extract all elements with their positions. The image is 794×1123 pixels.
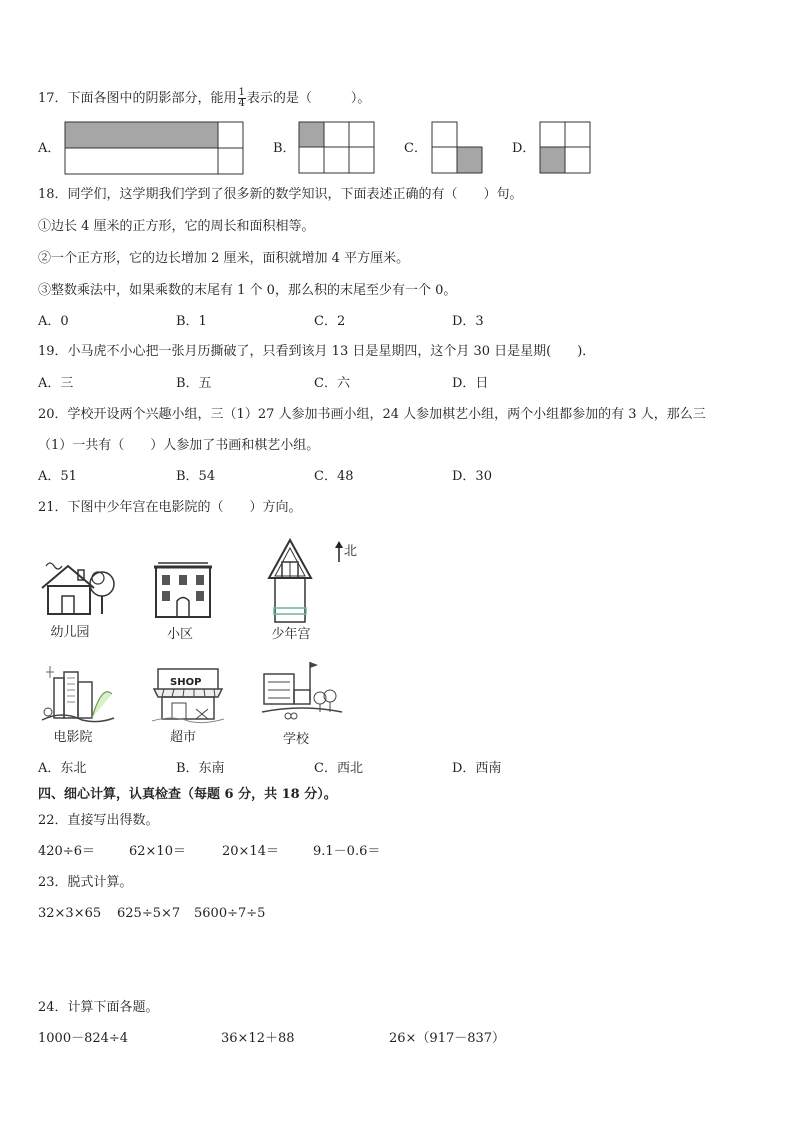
q17-option-a[interactable]: A． — [38, 141, 61, 156]
section-4-heading: 四、细心计算，认真检查（每题 6 分，共 18 分）。 — [38, 787, 337, 802]
fraction-one-quarter — [238, 88, 246, 109]
q22-item-1: 420÷6＝ — [38, 844, 95, 859]
figure-b-cell — [349, 122, 374, 147]
q17-stem — [38, 88, 370, 109]
q17-figure-d — [540, 122, 590, 173]
place-label-kindergarten: 幼儿园 — [50, 625, 90, 640]
q18-option-c[interactable]: C．2 — [314, 314, 346, 329]
q21-option-d[interactable]: D．西南 — [452, 761, 502, 776]
figure-b-cell — [324, 122, 349, 147]
q17-figure-b — [299, 122, 374, 173]
youth-palace-icon — [265, 538, 315, 624]
q19-option-d[interactable]: D．日 — [452, 376, 489, 391]
figure-b-cell — [324, 147, 349, 173]
q24-item-1: 1000－824÷4 — [38, 1031, 129, 1046]
q20-option-b[interactable]: B．54 — [176, 469, 216, 484]
fraction-numerator: 1 — [238, 87, 245, 98]
q20-stem-line-2: （1）一共有（ ）人参加了书画和棋艺小组。 — [38, 438, 320, 453]
supermarket-shop-icon — [152, 661, 224, 723]
q17-option-c[interactable]: C． — [404, 141, 427, 156]
q20-stem-line-1: 20．学校开设两个兴趣小组，三（1）27 人参加书画小组，24 人参加棋艺小组，两个小组都参加的有 3 人，那么三 — [38, 407, 706, 422]
q22-item-4: 9.1－0.6＝ — [313, 844, 381, 859]
place-label-residential: 小区 — [166, 627, 193, 642]
q19-option-c[interactable]: C．六 — [314, 376, 350, 391]
place-label-youth-palace: 少年宫 — [271, 627, 311, 642]
q20-option-a[interactable]: A．51 — [38, 469, 77, 484]
q22-stem: 22．直接写出得数。 — [38, 813, 159, 828]
place-label-cinema: 电影院 — [53, 730, 93, 745]
q21-option-c[interactable]: C．西北 — [314, 761, 363, 776]
q17-figure-c — [432, 122, 482, 173]
q21-option-a[interactable]: A．东北 — [38, 761, 87, 776]
q18-option-b[interactable]: B．1 — [176, 314, 207, 329]
q17-option-b[interactable]: B． — [273, 141, 296, 156]
figure-d-cell — [540, 122, 565, 147]
figure-d-shaded-cell — [540, 147, 565, 173]
q17-option-d[interactable]: D． — [512, 141, 536, 156]
q23-item-1: 32×3×65 — [38, 906, 102, 921]
figure-a-shaded-cell — [65, 122, 218, 148]
figure-c-cell — [432, 122, 457, 147]
north-arrow-icon — [334, 540, 344, 564]
q19-option-a[interactable]: A．三 — [38, 376, 74, 391]
place-label-school: 学校 — [282, 732, 309, 747]
q20-option-d[interactable]: D．30 — [452, 469, 492, 484]
figure-d-cell — [565, 122, 590, 147]
cinema-building-icon — [42, 664, 114, 724]
q18-statement-2: ②一个正方形，它的边长增加 2 厘米，面积就增加 4 平方厘米。 — [38, 251, 410, 266]
figure-d-cell — [565, 147, 590, 173]
north-label: 北 — [344, 544, 358, 559]
q22-item-3: 20×14＝ — [222, 844, 279, 859]
q18-statement-3: ③整数乘法中，如果乘数的末尾有 1 个 0，那么积的末尾至少有一个 0。 — [38, 283, 457, 298]
school-building-icon — [262, 660, 342, 724]
figure-b-shaded-cell — [299, 122, 324, 147]
figure-c-cell — [432, 147, 457, 173]
q20-option-c[interactable]: C．48 — [314, 469, 354, 484]
residential-building-icon — [154, 561, 212, 617]
q23-stem: 23．脱式计算。 — [38, 875, 133, 890]
q19-option-b[interactable]: B．五 — [176, 376, 212, 391]
kindergarten-icon — [38, 556, 118, 618]
q24-item-2: 36×12＋88 — [221, 1031, 295, 1046]
q22-item-2: 62×10＝ — [129, 844, 186, 859]
figure-a-cell — [65, 148, 218, 174]
figure-b-cell — [349, 147, 374, 173]
place-label-supermarket: 超市 — [169, 730, 196, 745]
q19-stem: 19．小马虎不小心把一张月历撕破了，只看到该月 13 日是星期四，这个月 30 日是星期( )． — [38, 344, 596, 359]
shop-sign-text: SHOP — [170, 677, 202, 688]
q17-text-before: 17．下面各图中的阴影部分，能用 — [38, 91, 237, 106]
q18-statement-1: ①边长 4 厘米的正方形，它的周长和面积相等。 — [38, 219, 315, 234]
q21-stem: 21．下图中少年宫在电影院的（ ）方向。 — [38, 500, 302, 515]
q18-option-a[interactable]: A．0 — [38, 314, 69, 329]
q17-figure-a — [65, 122, 243, 174]
q24-stem: 24．计算下面各题。 — [38, 1000, 159, 1015]
figure-a-cell — [218, 122, 243, 148]
q23-item-3: 5600÷7÷5 — [194, 906, 266, 921]
q23-item-2: 625÷5×7 — [117, 906, 181, 921]
q17-text-after: 表示的是（ ）。 — [246, 91, 371, 106]
q18-option-d[interactable]: D．3 — [452, 314, 484, 329]
fraction-denominator: 4 — [238, 98, 245, 109]
q21-option-b[interactable]: B．东南 — [176, 761, 225, 776]
q18-stem: 18．同学们，这学期我们学到了很多新的数学知识，下面表述正确的有（ ）句。 — [38, 187, 523, 202]
q24-item-3: 26×（917－837） — [389, 1031, 506, 1046]
figure-b-cell — [299, 147, 324, 173]
figure-c-shaded-cell — [457, 147, 482, 173]
figure-a-cell — [218, 148, 243, 174]
